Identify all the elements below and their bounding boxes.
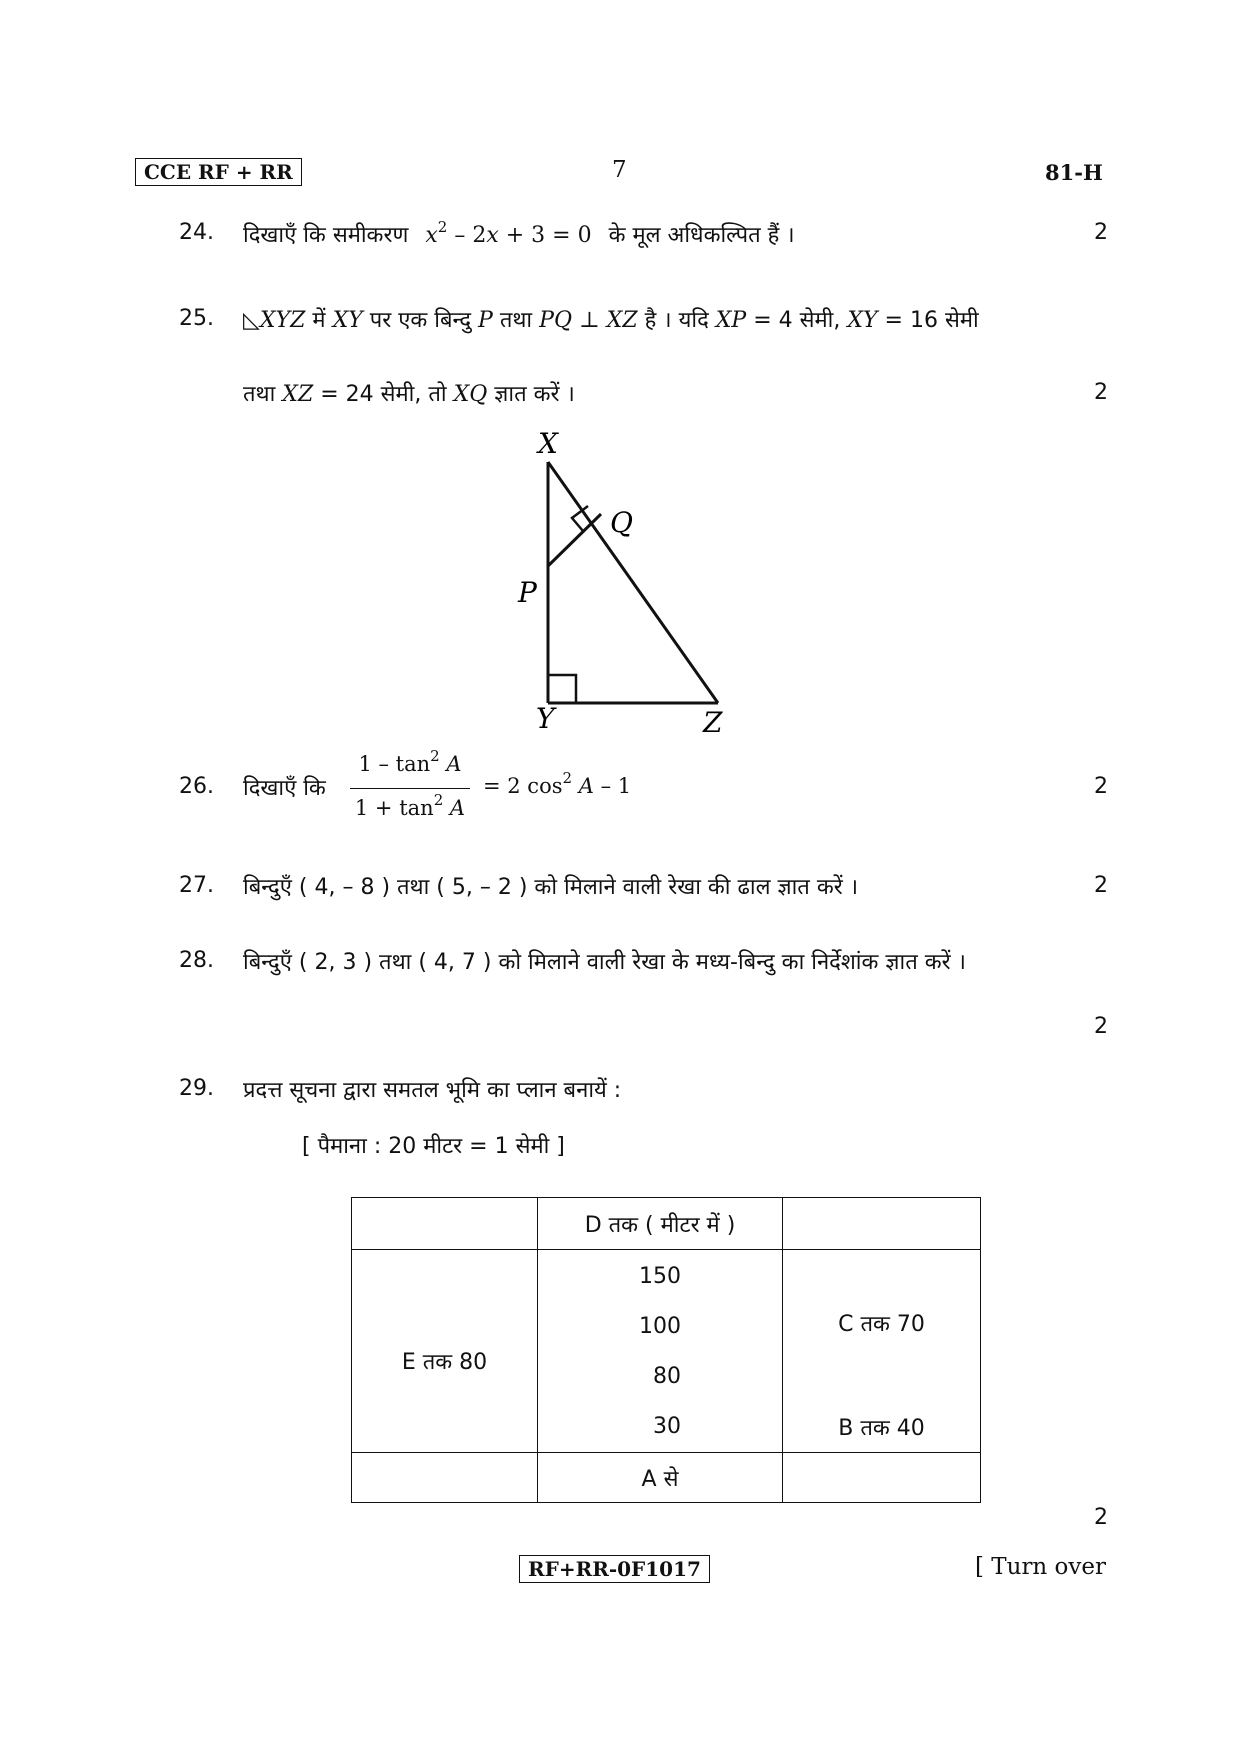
plan-footer-left xyxy=(352,1453,538,1503)
plan-entry-b: B तक 40 xyxy=(838,1416,925,1441)
plan-footer-middle: A से xyxy=(538,1453,783,1503)
q26-number: 26. xyxy=(179,774,214,799)
triangle-xyz xyxy=(548,462,718,703)
q25-line1: ◺XYZ में XY पर एक बिन्दु P तथा PQ ⊥ XZ है । यदि XP = 4 सेमी, XY = 16 सेमी xyxy=(243,308,979,333)
q24-text: दिखाएँ कि समीकरण $x^2 - 2x + 3 = 0$ के मूल अधिकल्पित हैं । xyxy=(243,218,795,248)
q25-line2: तथा XZ = 24 सेमी, तो XQ ज्ञात करें । xyxy=(243,382,575,407)
q28-text: बिन्दुएँ ( 2, 3 ) तथा ( 4, 7 ) को मिलाने वाली रेखा के मध्य-बिन्दु का निर्देशांक ज्ञात करें । xyxy=(243,950,966,975)
q27-number: 27. xyxy=(179,873,214,898)
q29-number: 29. xyxy=(179,1076,214,1101)
plan-footer-right xyxy=(783,1453,981,1503)
q25-number: 25. xyxy=(179,306,214,331)
plan-right-cell xyxy=(783,1250,981,1453)
q26-prefix: दिखाएँ कि xyxy=(243,776,326,801)
q24-marks: 2 xyxy=(1094,220,1108,245)
q26-numerator: $1 - \tan^2 A$ xyxy=(358,747,462,776)
right-angle-mark-y xyxy=(548,675,576,703)
label-y: Y xyxy=(536,702,555,735)
paper-code: 81-H xyxy=(1045,160,1103,185)
plan-value: 80 xyxy=(653,1364,681,1389)
triangle-symbol: ◺ xyxy=(243,308,260,333)
survey-plan-table xyxy=(351,1197,981,1503)
q26-marks: 2 xyxy=(1094,774,1108,799)
label-p: P xyxy=(518,576,537,609)
plan-value: 100 xyxy=(639,1314,681,1339)
page-number: 7 xyxy=(612,157,627,183)
label-q: Q xyxy=(610,506,633,539)
plan-header-left xyxy=(352,1198,538,1250)
q27-text: बिन्दुएँ ( 4, – 8 ) तथा ( 5, – 2 ) को मिलाने वाली रेखा की ढाल ज्ञात करें । xyxy=(243,875,859,900)
plan-left-cell xyxy=(352,1250,538,1453)
footer-code: RF+RR-0F1017 xyxy=(519,1555,710,1583)
plan-middle-cell xyxy=(538,1250,783,1453)
turn-over-note: [ Turn over xyxy=(975,1554,1107,1580)
plan-value: 150 xyxy=(639,1264,681,1289)
triangle-figure xyxy=(500,420,760,740)
q26-rhs: = 2 $\cos^2 A - 1$ xyxy=(483,769,632,798)
q25-marks: 2 xyxy=(1094,380,1108,405)
q27-marks: 2 xyxy=(1094,873,1108,898)
q29-scale: [ पैमाना : 20 मीटर = 1 सेमी ] xyxy=(302,1134,565,1159)
plan-header-middle: D तक ( मीटर में ) xyxy=(538,1198,783,1250)
q29-marks: 2 xyxy=(1094,1505,1108,1530)
label-x: X xyxy=(538,427,558,460)
plan-header-right xyxy=(783,1198,981,1250)
plan-entry-e: E तक 80 xyxy=(401,1350,488,1375)
plan-entry-c: C तक 70 xyxy=(838,1312,925,1337)
q29-text: प्रदत्त सूचना द्वारा समतल भूमि का प्लान बनायें : xyxy=(243,1078,622,1103)
series-label: CCE RF + RR xyxy=(135,158,302,186)
q28-number: 28. xyxy=(179,948,214,973)
q26-fraction-bar xyxy=(350,788,470,789)
plan-value: 30 xyxy=(653,1414,681,1439)
q24-number: 24. xyxy=(179,220,214,245)
plan-values-list xyxy=(538,1252,782,1452)
q28-marks: 2 xyxy=(1094,1014,1108,1039)
label-z: Z xyxy=(703,706,723,739)
q26-denominator: $1 + \tan^2 A$ xyxy=(354,791,466,820)
